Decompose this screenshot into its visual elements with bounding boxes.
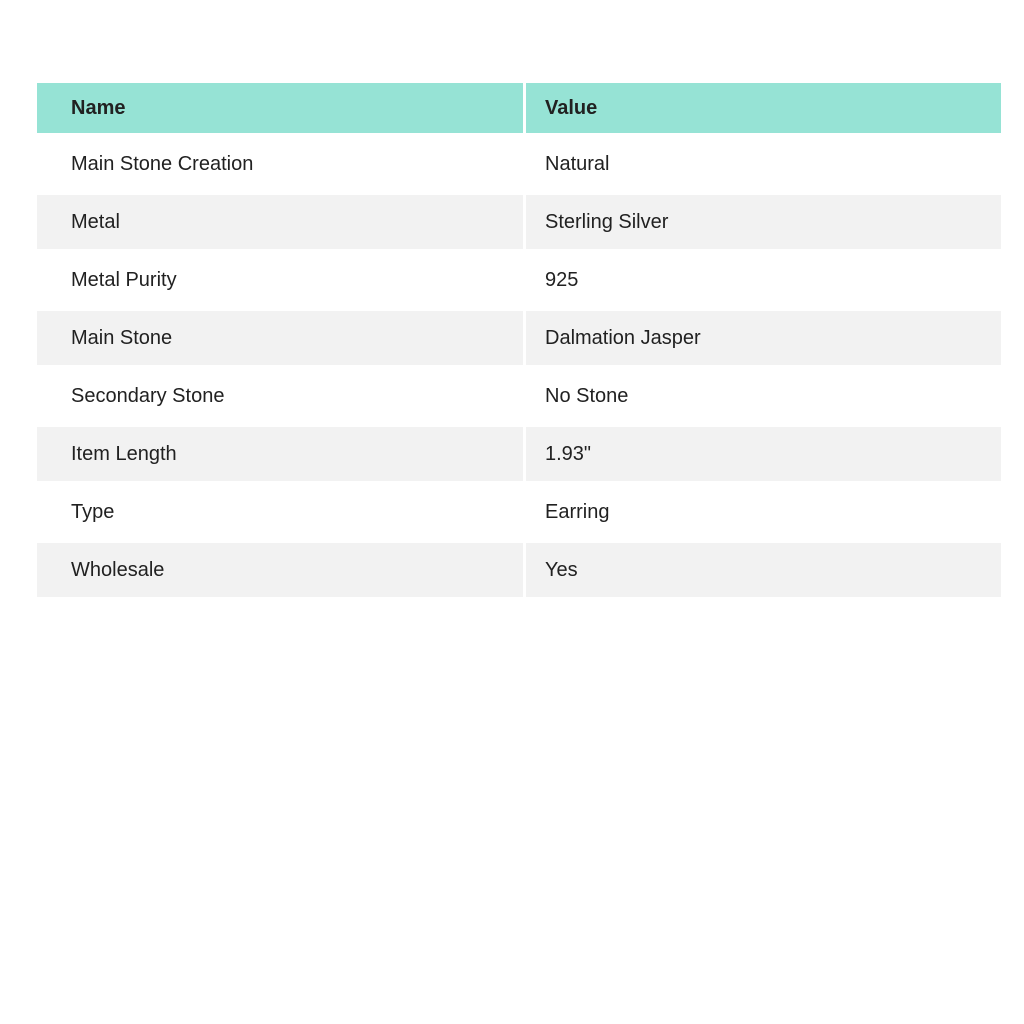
attribute-value-cell: 925 (526, 253, 1001, 307)
attribute-name-cell: Type (37, 485, 523, 539)
attribute-name-cell: Main Stone (37, 311, 523, 365)
attribute-value-cell: 1.93" (526, 427, 1001, 481)
attribute-name-cell: Metal Purity (37, 253, 523, 307)
table-body (37, 137, 1001, 597)
header-cell-name: Name (37, 83, 523, 133)
attribute-value-cell: No Stone (526, 369, 1001, 423)
attribute-name-cell: Secondary Stone (37, 369, 523, 423)
table-row (37, 253, 1001, 307)
attribute-name-cell: Metal (37, 195, 523, 249)
table-row (37, 427, 1001, 481)
table-row (37, 369, 1001, 423)
attribute-value-cell: Earring (526, 485, 1001, 539)
attribute-value-cell: Yes (526, 543, 1001, 597)
attribute-value-cell: Dalmation Jasper (526, 311, 1001, 365)
attribute-name-cell: Item Length (37, 427, 523, 481)
table-row (37, 485, 1001, 539)
table-header-row (37, 83, 1001, 133)
table-row (37, 311, 1001, 365)
table-row (37, 195, 1001, 249)
attribute-name-cell: Wholesale (37, 543, 523, 597)
header-cell-value: Value (526, 83, 1001, 133)
attribute-value-cell: Natural (526, 137, 1001, 191)
table-row (37, 137, 1001, 191)
item-specifics-table (37, 83, 1001, 597)
attribute-name-cell: Main Stone Creation (37, 137, 523, 191)
attribute-value-cell: Sterling Silver (526, 195, 1001, 249)
table-row (37, 543, 1001, 597)
